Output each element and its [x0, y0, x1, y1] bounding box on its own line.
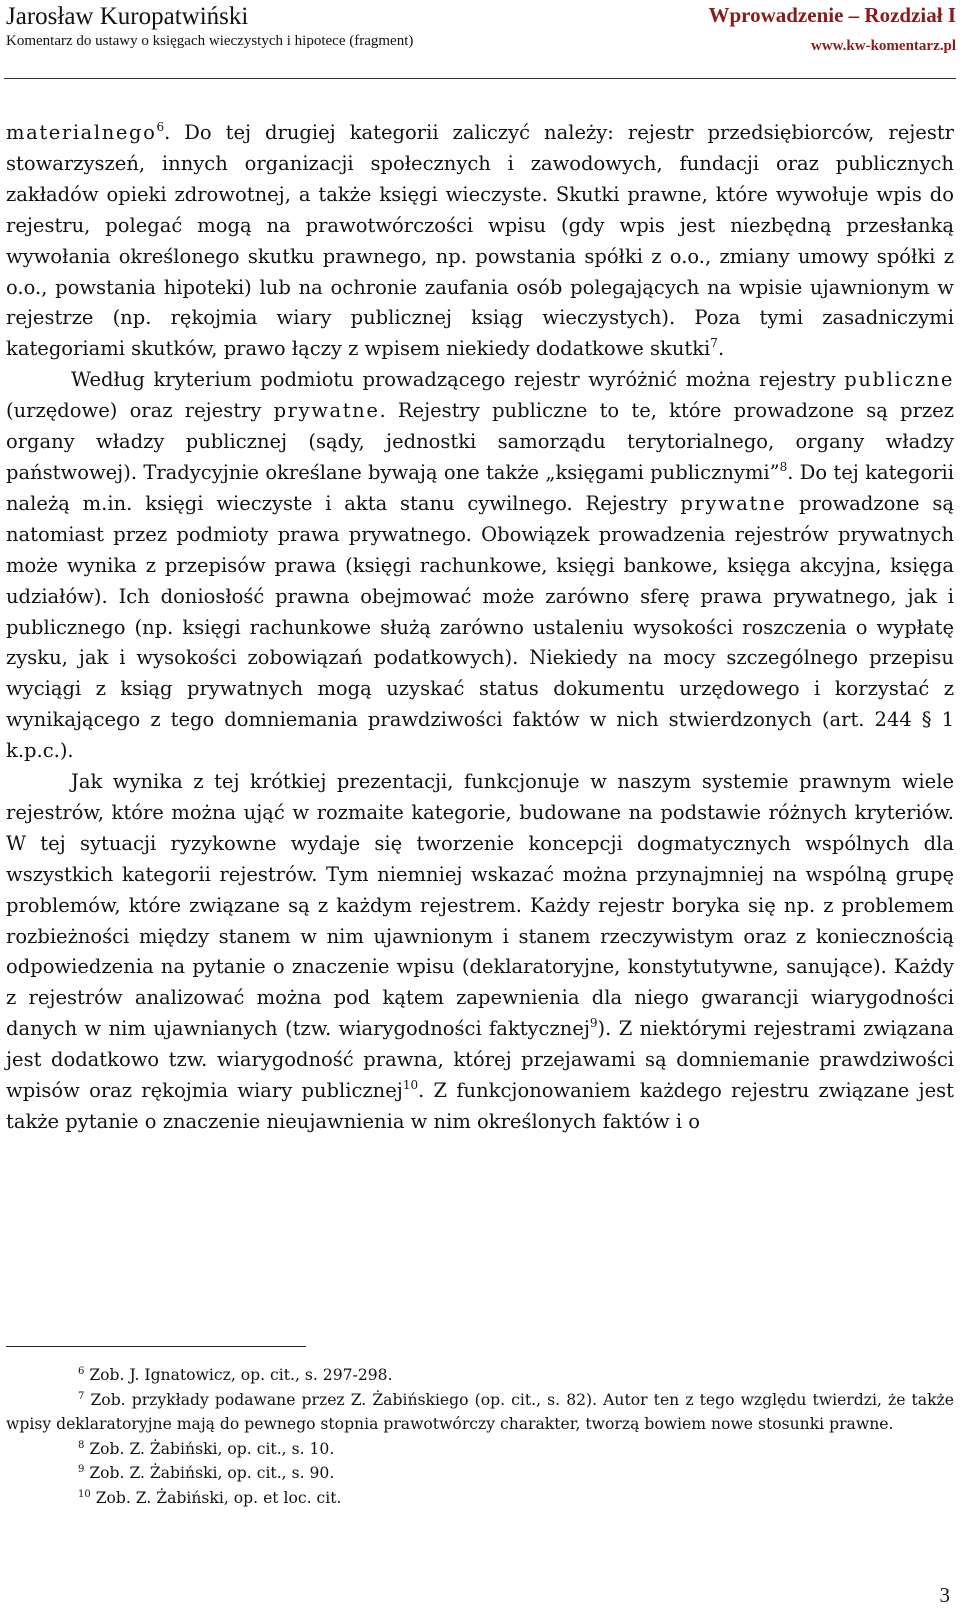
paragraph-2 [6, 365, 954, 767]
spaced-term: prywatne [680, 491, 787, 515]
footnote-text: Zob. J. Ignatowicz, op. cit., s. 297-298. [84, 1366, 393, 1384]
footnote-text: Zob. przykłady podawane przez Z. Żabińskiego (op. cit., s. 82). Autor ten z tego względu twierdzi, że także wpisy deklaratoryjne mają do pewnego stopnia prawotwórczy charakter, tworzą bowiem nowe stosunki prawne. [6, 1390, 954, 1434]
header-divider [4, 78, 956, 79]
paragraph-text: . Rejestry publiczne to te, które prowadzone są przez organy władzy publicznej (sądy, jednostki samorządu terytorialnego, organy władzy państwowej). Tradycyjnie określane bywają one także „księgami publicznymi” [6, 399, 955, 484]
footnote-ref-10[interactable]: 10 [402, 1078, 419, 1093]
page-number: 3 [939, 1583, 950, 1607]
footnote-6 [6, 1363, 954, 1388]
spaced-term: prywatne [273, 399, 380, 423]
footnote-number: 7 [78, 1390, 85, 1402]
paragraph-text: . Z funkcjonowaniem każdego rejestru związane jest także pytanie o znaczenie nieujawnienia w nim określonych faktów i o [6, 1079, 954, 1133]
paragraph-text: prowadzone są natomiast przez podmioty prawa prywatnego. Obowiązek prowadzenia rejestrów prywatnych może wynika z przepisów prawa (księgi rachunkowe, księgi bankowe, księga akcyjna, księga udziałów). Ich doniosłość prawna obejmować może zarówno sferę prawa prywatnego, jak i publicznego (np. księgi rachunkowe służą zarówno ustaleniu wysokości roszczenia o wypłatę zysku, jak i wysokości zobowiązań podatkowych). Niekiedy na mocy szczególnego przepisu wyciągi z ksiąg prywatnych mogą uzyskać status dokumentu urzędowego i korzystać z wynikającego z tego domniemania prawdziwości faktów w nich stwierdzonych (art. 244 § 1 k.p.c.). [6, 491, 954, 763]
header-author: Jarosław Kuropatwiński [6, 3, 249, 30]
header-subtitle: Komentarz do ustawy o księgach wieczystych i hipotece (fragment) [6, 33, 414, 49]
page-header [0, 0, 960, 100]
footnote-9 [6, 1461, 954, 1486]
footnote-ref-6[interactable]: 6 [156, 120, 165, 134]
paragraph-text: (urzędowe) oraz rejestry [6, 399, 274, 423]
header-section-title: Wprowadzenie – Rozdział I [708, 3, 956, 27]
footnotes [6, 1363, 954, 1511]
footnote-ref-8[interactable]: 8 [779, 459, 788, 474]
footnote-ref-7[interactable]: 7 [710, 336, 718, 351]
main-text [6, 118, 954, 1138]
paragraph-3 [6, 767, 954, 1138]
footnote-number: 10 [78, 1488, 91, 1500]
footnote-10 [6, 1486, 954, 1511]
footnote-separator [6, 1346, 306, 1347]
footnote-text: Zob. Z. Żabiński, op. cit., s. 10. [84, 1439, 335, 1458]
spaced-term: materialnego [6, 121, 157, 144]
footnote-text: Zob. Z. Żabiński, op. cit., s. 90. [84, 1464, 335, 1483]
spaced-term: publiczne [844, 368, 954, 392]
paragraph-text: ). Z niektórymi rejestrami związana jest dodatkowo tzw. wiarygodność prawna, której przejawami są domniemanie prawdziwości wpisów oraz rękojmia wiary publicznej [6, 1017, 955, 1103]
paragraph-text: . [717, 337, 725, 361]
footnote-number: 6 [78, 1366, 85, 1377]
footnote-number: 8 [78, 1439, 85, 1451]
footnote-ref-9[interactable]: 9 [589, 1016, 598, 1031]
paragraph-text: . Do tej kategorii należą m.in. księgi wieczyste i akta stanu cywilnego. Rejestry [6, 460, 954, 515]
footnote-7 [6, 1388, 954, 1437]
paragraph-text: Według kryterium podmiotu prowadzącego rejestr wyróżnić można rejestry [71, 368, 845, 392]
footnote-number: 9 [78, 1464, 85, 1476]
footnote-8 [6, 1437, 954, 1462]
paragraph-text: . Do tej drugiej kategorii zaliczyć należy: rejestr przedsiębiorców, rejestr stowarzyszeń, innych organizacji społecznych i zawodowych, fundacji oraz publicznych zakładów opieki zdrowotnej, a także księgi wieczyste. Skutki prawne, które wywołuje wpis do rejestru, polegać mogą na prawotwórczości wpisu (gdy wpis jest niezbędną przesłanką wywołania określonego skutku prawnego, np. powstania spółki z o.o., zmiany umowy spółki z o.o., powstania hipoteki) lub na ochronie zaufania osób polegających na wpisie ujawnionym w rejestrze (np. rękojmia wiary publicznej ksiąg wieczystych). Poza tymi zasadniczymi kategoriami skutków, prawo łączy z wpisem niekiedy dodatkowe skutki [6, 121, 954, 361]
footnote-text: Zob. Z. Żabiński, op. et loc. cit. [90, 1488, 342, 1507]
header-website-link[interactable]: www.kw-komentarz.pl [811, 38, 956, 54]
paragraph-text: Jak wynika z tej krótkiej prezentacji, funkcjonuje w naszym systemie prawnym wiele rejestrów, które można ująć w rozmaite kategorie, budowane na podstawie różnych kryteriów. W tej sytuacji ryzykowne wydaje się tworzenie koncepcji dogmatycznych wspólnych dla wszystkich kategorii rejestrów. Tym niemniej wskazać można przynajmniej na wspólną grupę problemów, które związane są z każdym rejestrem. Każdy rejestr boryka się np. z problemem rozbieżności między stanem w nim ujawnionym i stanem rzeczywistym oraz z koniecznością odpowiedzenia na pytanie o znaczenie wpisu (deklaratoryjne, konstytutywne, sanujące). Każdy z rejestrów analizować można pod kątem zapewnienia dla niego gwarancji wiarygodności danych w nim ujawnianych (tzw. wiarygodności faktycznej [6, 770, 954, 1041]
paragraph-1 [6, 118, 954, 365]
